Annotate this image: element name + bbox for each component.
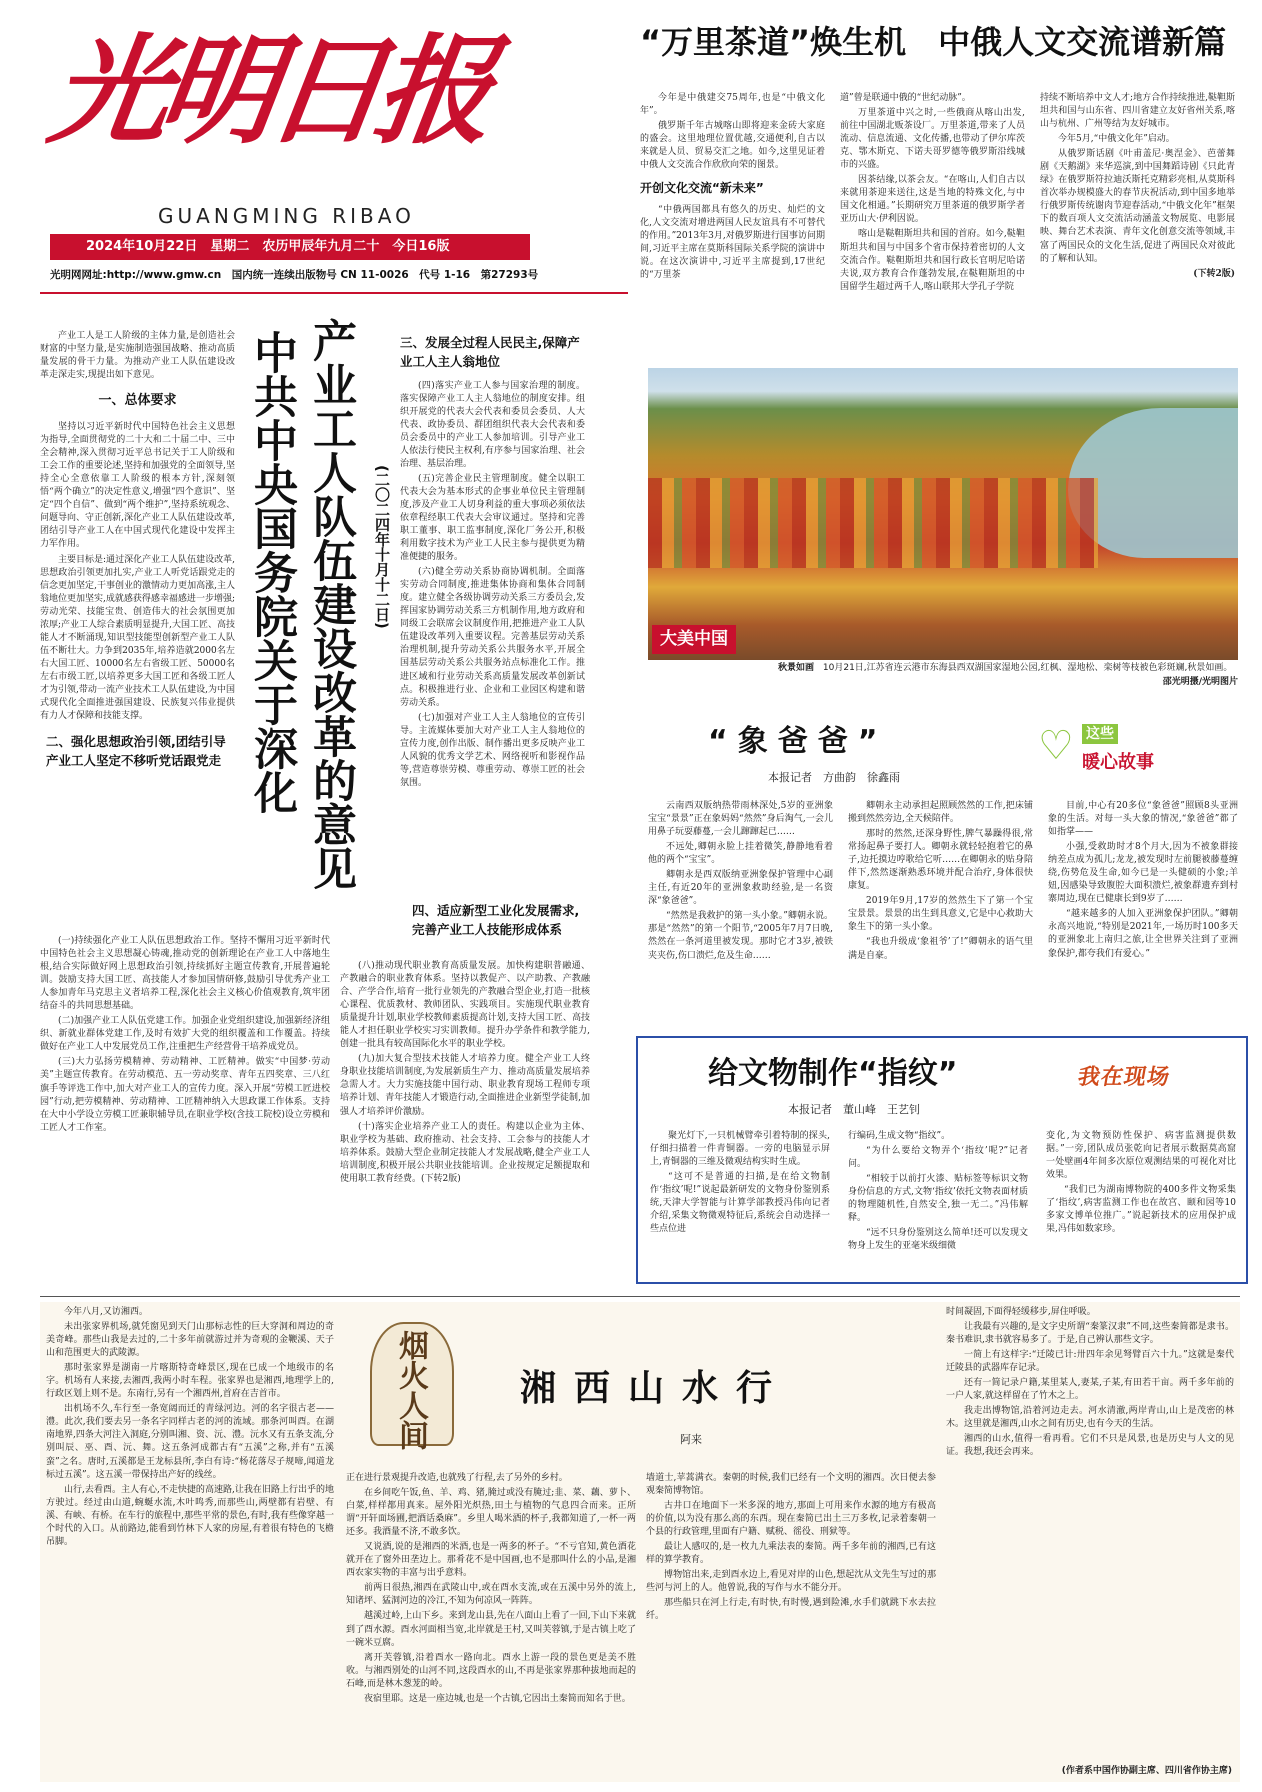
paragraph: 俄罗斯千年古城喀山即将迎来金砖大家庭的盛会。这里地理位置优越,交通便利,自古以来就是人员、贸易交汇之地。如今,这里见证着中俄人文交流合作欣欣向荣的图景。 xyxy=(640,121,825,171)
paragraph: (十)落实企业培养产业工人的责任。构建以企业为主体、职业学校为基础、政府推动、社会支持、工会参与的技能人才培养体系。鼓励大型企业制定技能人才发展战略,健全产业工人培训制度,积极开展公共职业技能培训。企业按规定足额提取和使用职工教育经费。(下转2版) xyxy=(340,1121,590,1184)
paragraph: 喀山是鞑靼斯坦共和国的首府。如今,鞑靼斯坦共和国与中国多个省市保持着密切的人文交流合作。鞑靼斯坦共和国行政长官明尼哈诺夫说,双方教育合作蓬勃发展,在鞑靼斯坦的中国留学生超过两千人,喀山联邦大学孔子学院 xyxy=(840,229,1025,292)
paragraph: 今年八月,又访湘西。 xyxy=(64,1307,148,1317)
paragraph: 卿朝永主动承担起照顾然然的工作,把床铺搬到然然旁边,全天候陪伴。 xyxy=(848,801,1033,825)
paragraph: “这可不是普通的扫描,是在给文物制作‘指纹’呢!”说起最新研发的文物身份鉴别系统,天津大学智能与计算学部教授冯伟向记者介绍,采集文物微观特征后,系统会自动选择一些点位进 xyxy=(650,1172,830,1235)
issue-date: 2024年10月22日 星期二 农历甲辰年九月二十 今日16版 xyxy=(86,239,450,254)
essay-author: 阿来 xyxy=(680,1433,702,1446)
column-tag-text: 烟火人间 xyxy=(393,1330,428,1450)
paragraph: 从俄罗斯话剧《叶甫盖尼·奥涅金》、芭蕾舞剧《天鹅湖》来华巡演,到中国舞蹈诗剧《只此青绿》在俄罗斯符拉迪沃斯托克精彩亮相,从莫斯科首次举办规模盛大的春节庆祝活动,到中国多地举行俄罗斯传统谢肉节迎春活动,“中俄文化年”框架下的数百项人文交流活动涵盖文物展览、电影展映、舞台艺术表演、青年文化创意交流等领域,丰富了两国民众的文化生活,促进了两国民众对彼此的了解和认知。 xyxy=(1040,149,1235,264)
section-heading-2: 二、强化思想政治引领,团结引导产业工人坚定不移听党话跟党走 xyxy=(46,734,226,768)
policy-col-right xyxy=(400,330,585,900)
paragraph: 聚光灯下,一只机械臂牵引着特制的探头,仔细扫描着一件青铜器。一旁的电脑显示屏上,青铜器的三维及微观结构实时生成。 xyxy=(650,1131,830,1168)
paragraph: 卿朝永是西双版纳亚洲象保护管理中心副主任,有近20年的亚洲象救助经验,是一名资深“象爸爸”。 xyxy=(648,870,833,907)
fingerprint-col-2 xyxy=(848,1130,1028,1280)
warm-story-badge xyxy=(1038,722,1228,782)
essay-col-4 xyxy=(946,1306,1234,1761)
paragraph: 因茶结缘,以茶会友。“在喀山,人们自古以来就用茶迎来送往,这是当地的特殊文化,与中国文化相通。”长期研究万里茶道的俄罗斯学者亚历山大·伊利因说。 xyxy=(840,175,1025,225)
paragraph: 离开芙蓉镇,沿着酉水一路向北。酉水上游一段的景色更是美不胜收。与湘西别处的山河不同,这段酉水的山,不再是张家界那种拔地而起的石峰,而是林木葱茏的岭。 xyxy=(346,1652,636,1689)
photo-tag: 大美中国 xyxy=(652,625,736,654)
section-heading-4: 四、适应新型工业化发展需求,完善产业工人技能形成体系 xyxy=(412,903,580,937)
paragraph: 还有一简记录户籍,某里某人,妻某,子某,有田若干亩。两千多年前的一户人家,就这样留在了竹木之上。 xyxy=(946,1378,1234,1402)
paragraph: “然然是我救护的第一头小象。”卿朝永说。那是“然然”的第一个阳节,“2005年7月7日晚,然然在一条河道里被发现。那时它才3岁,被铁夹夹伤,伤口溃烂,危及生命…… xyxy=(648,911,833,961)
tea-road-subhead: 开创文化交流“新未来” xyxy=(640,181,764,196)
paragraph: 今年5月,“中俄文化年”启动。 xyxy=(1058,134,1175,145)
essay-col-3 xyxy=(646,1472,936,1777)
fingerprint-col-1 xyxy=(650,1130,830,1280)
paragraph: 产业工人是工人阶级的主体力量,是创造社会财富的中坚力量,是实施制造强国战略、推动高质量发展的骨干力量。为推动产业工人队伍建设改革走深走实,现提出如下意见。 xyxy=(40,331,235,381)
paragraph: 那时的然然,还深身野性,脾气暴躁得很,常常扬起鼻子要打人。卿朝永就轻轻抱着它的鼻子,边托摸边哼歌给它听……在卿朝永的贴身陪伴下,然然逐渐熟悉环境并配合治疗,身体很快康复。 xyxy=(848,829,1033,892)
paragraph: 云南西双版纳热带雨林深处,5岁的亚洲象宝宝“景景”正在象妈妈“然然”身后淘气,一会儿用鼻子玩耍藤蔓,一会儿蹿蹿起已…… xyxy=(648,801,833,838)
paragraph: “为什么要给文物弄个‘指纹’呢?”记者问。 xyxy=(848,1146,1028,1170)
paragraph: “我们已为湖南博物院的400多件文物采集了‘指纹’,病害监测工作也在故宫、颐和园等10多家文博单位推广。”说起新技术的应用保护成果,冯伟如数家珍。 xyxy=(1046,1185,1236,1235)
paragraph: 我走出博物馆,沿着河边走去。河水清澈,两岸青山,山上是茂密的林木。这里就是湘西,山水之间有历史,也有今天的生活。 xyxy=(946,1406,1234,1430)
paragraph: 小强,受救助时才8个月大,因为不被象群接纳差点成为孤儿;龙龙,被发现时左前腿被藤蔓缠绕,伤势危及生命,如今已是一头健硕的小象;羊妞,因感染导致腹腔大面积溃烂,被象群遗弃到村寨周边,现在已健康长到9岁了…… xyxy=(1048,842,1238,905)
elephant-dad-article xyxy=(648,720,1238,1040)
paragraph: 目前,中心有20多位“象爸爸”照顾8头亚洲象的生活。对每一头大象的情况,“象爸爸”都了如指掌—— xyxy=(1048,801,1238,838)
section-heading-3: 三、发展全过程人民民主,保障产业工人主人翁地位 xyxy=(400,335,580,369)
paragraph: “越来越多的人加入亚洲象保护团队。”卿朝永高兴地说,“特别是2021年,一场历时100多天的亚洲象北上南归之旅,让全世界关注到了亚洲象保护,都夸我们有爱心。” xyxy=(1048,909,1238,959)
paragraph: (四)落实产业工人参与国家治理的制度。落实保障产业工人主人翁地位的制度安排。组织开展党的代表大会代表和委员会委员、人大代表、政协委员、群团组织代表大会代表和委员会委员中的产业工人参加培训。引导产业工人依法行使民主权利,有序参与国家治理、社会治理、基层治理。 xyxy=(400,380,585,469)
essay-footnote: (作者系中国作协副主席、四川省作协主席) xyxy=(1061,1765,1232,1776)
elephant-dad-byline: 本报记者 方曲韵 徐鑫雨 xyxy=(768,771,900,784)
paragraph: 最让人感叹的,是一枚九九乘法表的秦简。两千多年前的湘西,已有这样的算学教育。 xyxy=(646,1542,936,1566)
paragraph: 墙道士,苹蒿满衣。秦朝的时候,我们已经有一个文明的湘西。次日便去参观秦简博物馆。 xyxy=(646,1473,936,1497)
autumn-wetland-photo xyxy=(648,368,1238,660)
elephant-col-2 xyxy=(848,800,1033,1040)
tea-road-col-3 xyxy=(1040,92,1235,320)
paragraph: (五)完善企业民主管理制度。健全以职工代表大会为基本形式的企事业单位民主管理制度,涉及产业工人切身利益的重大事项必须依法依章程经职工代表大会审议通过。坚持和完善职工董事、职工监事制度,深化厂务公开,积极利用数字技术为产业工人民主参与提供更为精准便捷的服务。 xyxy=(400,473,585,563)
essay-article xyxy=(40,1302,1240,1782)
policy-title-line-2: 产业工人队伍建设改革的意见 xyxy=(305,318,356,890)
paragraph: 山行,去看酉。主人有心,不走快捷的高速路,让我在旧路上行出乎的地方驶过。经过由山道,蜿蜒水流,木叶鸣秀,而那些山,两壁都有岩壁、有溪、有峡、有桥。在车行的旅程中,那些平常的景色,有时,我有些像穿越一个时代的入口。从前路边,能看到竹林下人家的房屋,有着很有特色的飞檐吊脚。 xyxy=(46,1484,334,1547)
paragraph: “我也升级成‘象祖爷’了!”卿朝永的语气里满是自豪。 xyxy=(848,937,1033,961)
caption-title: 秋景如画 xyxy=(778,663,815,673)
policy-date: (二〇二四年十月十二日) xyxy=(373,465,391,629)
paragraph: 道”曾是联通中俄的“世纪动脉”。 xyxy=(840,93,971,103)
badge-bottom: 暖心故事 xyxy=(1082,752,1154,773)
paragraph: (八)推动现代职业教育高质量发展。加快构建职普融通、产教融合的职业教育体系。坚持以教促产、以产助教、产教融合、产学合作,培育一批行业领先的产教融合型企业,打造一批核心课程、优质教材、教师团队、实践项目。实施现代职业教育质量提升计划,职业学校教师素质提高计划,支持大国工匠、高技能人才担任职业学校实习实训教师。提升办学条件和教学能力,创建一批具有较高国际化水平的职业学校。 xyxy=(340,961,590,1050)
paragraph: (二)加强产业工人队伍党建工作。加强企业党组织建设,加强新经济组织、新就业群体党建工作,及时有效扩大党的组织覆盖和工作覆盖。持续做好在产业工人中发展党员工作,注重把生产经营骨干培养成党员。 xyxy=(40,1016,330,1053)
paragraph: 万里茶道中兴之时,一些俄商从喀山出发,前往中国湖北贩茶设厂。万里茶道,带来了人员流动、信息流通、文化传播,也带动了伊尔库茨克、鄂木斯克、下诺夫哥罗德等俄罗斯沿线城市的兴盛。 xyxy=(840,108,1025,171)
paragraph: 未出张家界机场,就凭窗见到天门山那标志性的巨大穿洞和周边的奇美奇峰。那些山我是去过的,二十多年前就游过并为奇观的金鞭溪、天子山和范围更大的武陵源。 xyxy=(46,1322,334,1359)
date-bar xyxy=(50,234,530,260)
paragraph: 在乡间吃午饭,鱼、羊、鸡、猪,腌过或没有腌过;韭、菜、藕、萝卜、白菜,样样都用真来。屋外阳光炽热,田土与植物的气息四合而来。正所谓“开轩面场圃,把酒话桑麻”。乡里人喝米酒的杯子,我都知道了,一杯一两还多。我酒量不济,不敢多饮。 xyxy=(346,1488,636,1538)
on-site-badge: 我在现场 xyxy=(1075,1065,1173,1090)
policy-sec2-wide xyxy=(40,935,330,1230)
section-divider xyxy=(40,1296,1240,1297)
paragraph: (七)加强对产业工人主人翁地位的宣传引导。主流媒体要加大对产业工人主人翁地位的宣传力度,创作出版、制作播出更多反映产业工人风貌的优秀文学艺术、网络视听和影视作品等,营造尊崇劳模、尊重劳动、尊崇工匠的社会氛围。 xyxy=(400,712,585,788)
paragraph: (一)持续强化产业工人队伍思想政治工作。坚持不懈用习近平新时代中国特色社会主义思想凝心铸魂,推动党的创新理论在产业工人中落地生根,结合实际做好网上思想政治引领,持续抓好主题宣传教育,开展普遍轮训。鼓励支持大国工匠、高技能人才参加国情研修,鼓励引导优秀产业工人参加青年马克思主义者培养工程,深化社会主义核心价值观教育,筑牢团结奋斗的共同思想基础。 xyxy=(40,936,330,1012)
essay-title: 湘西山水行 xyxy=(520,1367,791,1409)
paragraph: (三)大力弘扬劳模精神、劳动精神、工匠精神。做实“中国梦·劳动美”主题宣传教育。在劳动模范、五一劳动奖章、青年五四奖章、三八红旗手等评选工作中,加大对产业工人的宣传力度。深入开展“劳模工匠进校园”行动,把劳模精神、劳动精神、工匠精神纳入大思政课工作体系。支持在大中小学设立劳模工匠兼职辅导员,在职业学校(含技工院校)设立劳模和工匠人才工作室。 xyxy=(40,1057,330,1133)
paragraph: “远不只身份鉴别这么简单!还可以发现文物身上发生的亚毫米级细微 xyxy=(848,1228,1028,1252)
badge-top: 这些 xyxy=(1082,724,1118,744)
paragraph: (六)健全劳动关系协商协调机制。全面落实劳动合同制度,推进集体协商和集体合同制度。建立健全各级协调劳动关系三方委员会,发挥国家协调劳动关系三方机制作用,地方政府和同级工会联席会议制度作用,把推进产业工人队伍建设改革列入重要议程。完善基层劳动关系治理机制,提升劳动关系公共服务水平,开展全国基层劳动关系公共服务站点标准化工作。推进区域和行业劳动关系高质量发展改革创新试点。积极推进行业、企业和工业园区构建和谐劳动关系。 xyxy=(400,567,585,708)
masthead-pinyin: GUANGMING RIBAO xyxy=(158,204,415,228)
paragraph: 夜宿里耶。这是一座边城,也是一个古镇,它因出土秦简而知名于世。 xyxy=(364,1693,631,1704)
essay-col-2 xyxy=(346,1472,636,1777)
tea-road-col-1 xyxy=(640,92,825,320)
paragraph: 今年是中俄建交75周年,也是“中俄文化年”。 xyxy=(640,93,825,117)
masthead xyxy=(40,22,540,322)
paragraph: 主要目标是:通过深化产业工人队伍建设改革,思想政治引领更加扎实,产业工人听党话跟党走的信念更加坚定,干事创业的激情动力更加高涨,主人翁地位更加坚实,成就感获得感幸福感进一步增强;劳动光荣、技能宝贵、创造伟大的社会氛围更加浓厚;产业工人综合素质明显提升,大国工匠、高技能人才不断涌现,知识型技能型创新型产业工人队伍不断壮大。力争到2035年,培养造就2000名左右大国工匠、10000名左右省级工匠、50000名左右市级工匠,以培养更多大国工匠和各级工匠人才为引领,带动一流产业技术工人队伍建设,为中国式现代化全面推进强国建设、民族复兴伟业提供有力人才保障和技能支撑。 xyxy=(40,554,235,722)
paragraph: 持续不断培养中文人才;地方合作持续推进,鞑靼斯坦共和国与山东省、四川省建立友好省州关系,喀山与杭州、广州等结为友好城市。 xyxy=(1040,93,1235,130)
paragraph: 行编码,生成文物“指纹”。 xyxy=(848,1131,951,1141)
tea-road-headline: “万里茶道”焕生机 中俄人文交流谱新篇 xyxy=(640,23,1227,61)
policy-title-line-1: 中共中央国务院关于深化 xyxy=(246,330,297,814)
paragraph: 一简上有这样字:“迁陵已计:卅四年余见弩臂百六十九。”这就是秦代迁陵县的武器库存记录。 xyxy=(946,1350,1234,1374)
paragraph: 2019年9月,17岁的然然生下了第一个宝宝景景。景景的出生到具意义,它是中心救助大象生下的第一头小象。 xyxy=(848,896,1033,933)
photo-credit: 邵光明摄/光明图片 xyxy=(1162,676,1238,687)
paragraph: 出机场不久,车行至一条宽阔而迁的青绿河边。河的名字很古老——澧。此次,我们要去另一条名字同样古老的河的流域。那条河叫酉。在湖南地界,四条大河注入洞庭,分别叫湘、资、沅、澧。沅水又有五条支流,分别叫辰、巫、酉、沅、舞。这五条河成都古有“五溪”之称,并有“五溪蛮”之名。唐时,五溪都是王龙标县所,李白有诗:“杨花落尽子规啼,闻道龙标过五溪”。这五溪一带保持出产好的线丝。 xyxy=(46,1404,334,1480)
continue-note: (下转2版) xyxy=(1193,268,1235,279)
publication-info: 光明网网址:http://www.gmw.cn 国内统一连续出版物号 CN 11-0026 代号 1-16 第27293号 xyxy=(50,269,539,281)
paragraph: 不远处,卿朝永脸上挂着微笑,静静地看着他的两个“宝宝”。 xyxy=(648,842,833,866)
paragraph: 坚持以习近平新时代中国特色社会主义思想为指导,全面贯彻党的二十大和二十届二中、三中全会精神,深入贯彻习近平总书记关于工人阶级和工会工作的重要论述,坚持和加强党的全面领导,坚持全心全意依靠工人阶级的根本方针,深刻领悟“两个确立”的决定性意义,增强“四个意识”、坚定“四个自信”、做到“两个维护”,坚持系统观念、问题导向、守正创新,深化产业工人队伍建设改革,团结引导产业工人在中国式现代化建设中发挥主力军作用。 xyxy=(40,422,235,550)
paragraph: 又说酒,说的是湘西的米酒,也是一两多的杯子。“不亏官知,黄色酒花就开在了窗外田垄边上。那肴花不是中国画,也不是那叫什么的小品,是湘西农家实物的丰富与出乎意料。 xyxy=(346,1542,636,1579)
masthead-rule xyxy=(40,292,628,294)
policy-article xyxy=(40,318,640,1230)
paragraph: 那时张家界是湖南一片喀斯特奇峰景区,现在已成一个地级市的名字。机场有人来接,去湘西,我两小时车程。张家界也是湘西,地理学上的,行政区划上则不是。东南行,另有一个湘西州,首府在吉首市。 xyxy=(46,1363,334,1400)
masthead-logo: 光明日报 xyxy=(42,21,494,160)
tree-band xyxy=(648,478,1098,568)
caption-body: 10月21日,江苏省连云港市东海县西双湖国家湿地公园,红枫、湿地松、栾树等枝被色彩斑斓,秋景如画。 xyxy=(822,663,1233,673)
elephant-dad-title: “象爸爸” xyxy=(708,724,888,759)
paragraph: 前两日很热,湘西在武陵山中,或在酉水支流,或在五溪中另外的流上,知诸坪、猛洞河边的冷江,不知为何凉风一阵阵。 xyxy=(346,1583,636,1607)
paragraph: 那些船只在河上行走,有时快,有时慢,遇到险滩,水手们就跳下水去拉纤。 xyxy=(646,1598,936,1622)
paragraph: 越溪过岭,上山下乡。来到龙山县,先在八面山上看了一回,下山下来就到了酉水源。酉水河面相当宽,北岸就是王村,又叫芙蓉镇,于是古镇上吃了一碗米豆腐。 xyxy=(346,1611,636,1648)
section-heading-1: 一、总体要求 xyxy=(98,393,177,409)
relic-fingerprint-article xyxy=(636,1036,1248,1284)
tea-road-article xyxy=(640,22,1240,320)
elephant-col-1 xyxy=(648,800,833,1040)
elephant-col-3 xyxy=(1048,800,1238,1040)
fingerprint-byline: 本报记者 董山峰 王艺钊 xyxy=(788,1103,920,1116)
tea-road-col-2 xyxy=(840,92,1025,320)
paragraph: “相较于以前打火漆、贴标签等标识文物身份信息的方式,文物‘指纹’依托文物表面材质的物理随机性,自然安全,独一无二。”冯伟解释。 xyxy=(848,1174,1028,1224)
fingerprint-title: 给文物制作“指纹” xyxy=(708,1056,958,1091)
paragraph: 古井口在地面下一米多深的地方,那面上可用来作水源的地方有极高的价值,以为没有那么高的东西。现在秦简已出土三万多枚,记录着秦朝一个县的行政管理,里面有户籍、赋税、徭役、刑狱等。 xyxy=(646,1501,936,1538)
fingerprint-col-3 xyxy=(1046,1130,1236,1280)
paragraph: 正在进行景观提升改造,也就残了行程,去了另外的乡村。 xyxy=(346,1473,568,1483)
heart-icon: ♡ xyxy=(1038,723,1074,769)
paragraph: 博物馆出来,走到酉水边上,看见对岸的山色,想起沈从文先生写过的那些河与河上的人。他曾说,我的写作与水不能分开。 xyxy=(646,1570,936,1594)
photo-caption xyxy=(778,662,1238,689)
paragraph: “中俄两国都具有悠久的历史、灿烂的文化,人文交流对增进两国人民友谊具有不可替代的作用。”2013年3月,对俄罗斯进行国事访问期间,习近平主席在莫斯科国际关系学院的演讲中说。在这次演讲中,习近平主席提到,17世纪的“万里茶 xyxy=(640,204,825,280)
paragraph: (九)加大复合型技术技能人才培养力度。健全产业工人终身职业技能培训制度,为发展新质生产力、推动高质量发展培养急需人才。大力实施技能中国行动、职业教育现场工程师专项培养计划、青年技能人才锻造行动,全面推进企业新型学徒制,加强人才培养评价激励。 xyxy=(340,1054,590,1117)
essay-column-tag xyxy=(370,1322,470,1452)
essay-col-1 xyxy=(46,1306,334,1776)
paragraph: 湘西的山水,值得一看再看。它们不只是风景,也是历史与人文的见证。我想,我还会再来。 xyxy=(946,1434,1234,1458)
paragraph: 时间凝固,下面得轻缓移步,屏住呼吸。 xyxy=(946,1307,1096,1317)
paragraph: 让我最有兴趣的,是文字史所谓“秦篆汉隶”不同,这些秦简都是隶书。秦书难识,隶书就容易多了。于是,自己辨认那些文字。 xyxy=(946,1322,1234,1346)
photo-block xyxy=(648,368,1238,698)
paragraph: 变化,为文物预防性保护、病害监测提供数据。”一旁,团队成员张乾向记者展示数据莫高窟一处壁画4年间多次原位观测结果的可视化对比效果。 xyxy=(1046,1131,1236,1181)
policy-col-bottom xyxy=(340,960,590,1230)
